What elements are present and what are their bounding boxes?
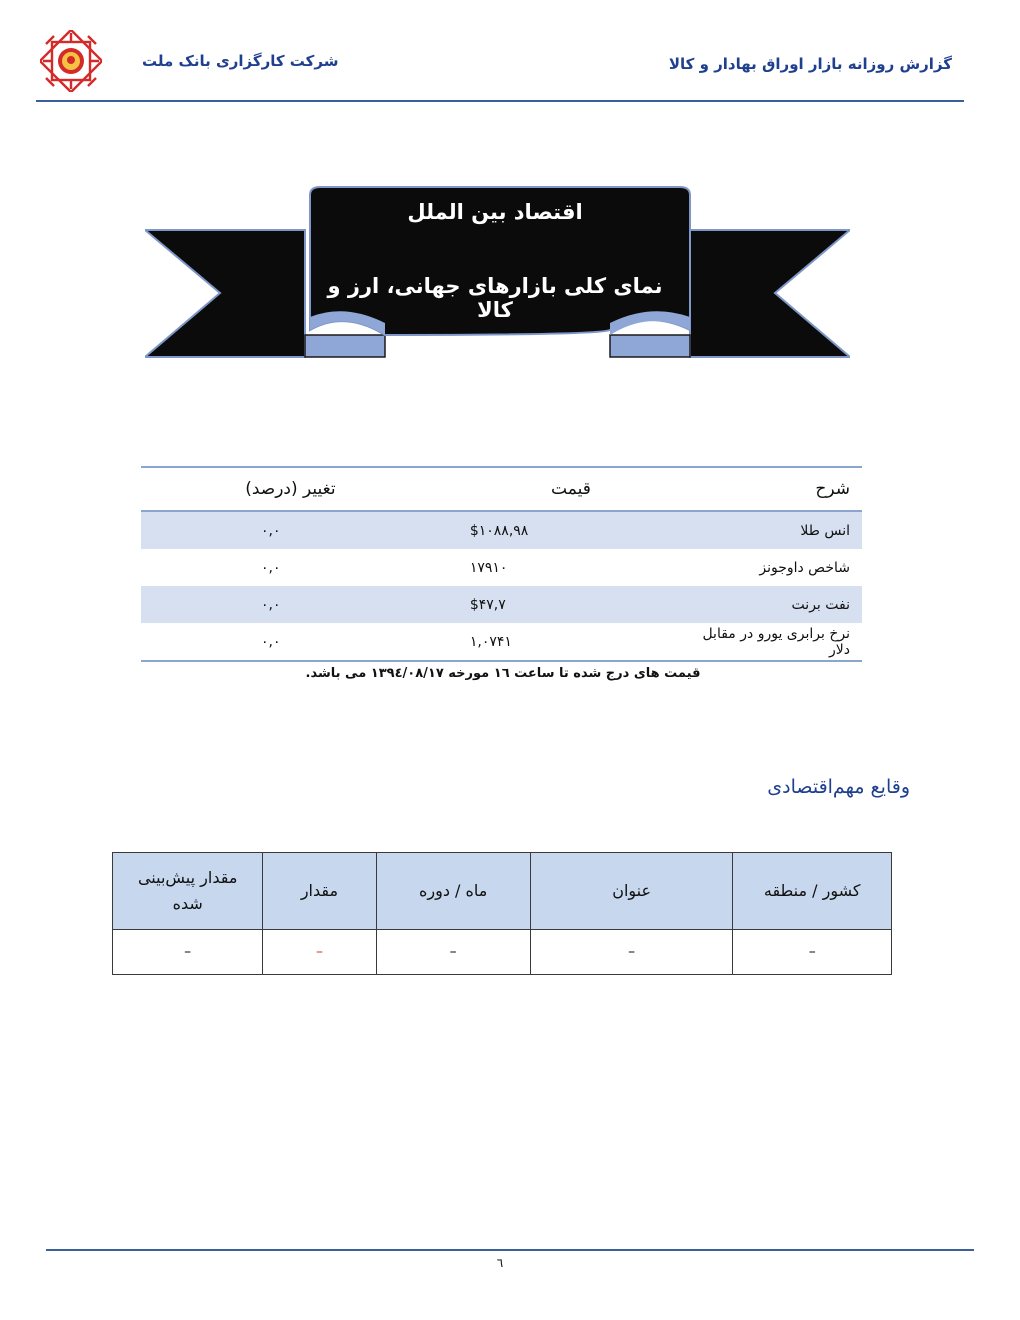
col-header-country: کشور / منطقه bbox=[733, 853, 892, 930]
table-header-row bbox=[113, 853, 892, 930]
table-header-row bbox=[141, 467, 862, 511]
table-row bbox=[141, 511, 862, 549]
col-header-description: شرح bbox=[684, 467, 862, 511]
row-change: ۰,۰ bbox=[141, 511, 440, 549]
col-header-actual: مقدار bbox=[263, 853, 376, 930]
row-price: ۱۷۹۱۰ bbox=[469, 559, 508, 576]
economic-events-table bbox=[112, 852, 892, 975]
col-header-price: قیمت bbox=[440, 467, 684, 511]
row-description: انس طلا bbox=[684, 511, 862, 549]
cell-country: – bbox=[733, 930, 892, 975]
table-row bbox=[141, 623, 862, 661]
row-description: نرخ برابری یورو در مقابل دلار bbox=[684, 623, 862, 661]
banner-subtitle: نمای کلی بازارهای جهانی، ارز و کالا bbox=[327, 274, 663, 322]
market-overview-table bbox=[141, 466, 862, 662]
row-change: ۰,۰ bbox=[141, 623, 440, 661]
row-price: ۱,۰۷۴۱ bbox=[440, 623, 684, 661]
col-header-change: تغییر (درصد) bbox=[141, 467, 440, 511]
events-section-title: وقایع مهم‌اقتصادی bbox=[767, 776, 910, 798]
cell-title: – bbox=[530, 930, 733, 975]
row-change: ۰,۰ bbox=[141, 586, 440, 623]
banner-title: اقتصاد بین الملل bbox=[407, 200, 583, 224]
row-price: $۱۰۸۸,۹۸ bbox=[440, 511, 684, 549]
price-note: قیمت های درج شده تا ساعت ۱٦ مورخه ۱۳۹٤/۰۸/۱۷ می باشد. bbox=[305, 666, 701, 681]
company-name: شرکت کارگزاری بانک ملت bbox=[142, 52, 339, 70]
table-row bbox=[141, 549, 862, 586]
footer-divider bbox=[46, 1249, 974, 1251]
cell-actual: – bbox=[263, 930, 376, 975]
col-header-period: ماه / دوره bbox=[376, 853, 530, 930]
cell-forecast: – bbox=[113, 930, 263, 975]
table-row bbox=[141, 586, 862, 623]
report-title: گزارش روزانه بازار اوراق بهادار و کالا bbox=[668, 55, 952, 73]
table-row bbox=[113, 930, 892, 975]
header-divider bbox=[36, 100, 964, 102]
col-header-forecast: مقدار پیش‌بینی شده bbox=[113, 853, 263, 930]
row-description: شاخص داوجونز bbox=[759, 559, 850, 576]
row-description: نفت برنت bbox=[684, 586, 862, 623]
cell-period: – bbox=[376, 930, 530, 975]
bank-mellat-logo bbox=[40, 30, 102, 92]
row-price: $۴۷,۷ bbox=[440, 586, 684, 623]
col-header-title: عنوان bbox=[530, 853, 733, 930]
row-change: ۰,۰ bbox=[261, 559, 281, 576]
page-number: ٦ bbox=[496, 1256, 504, 1270]
